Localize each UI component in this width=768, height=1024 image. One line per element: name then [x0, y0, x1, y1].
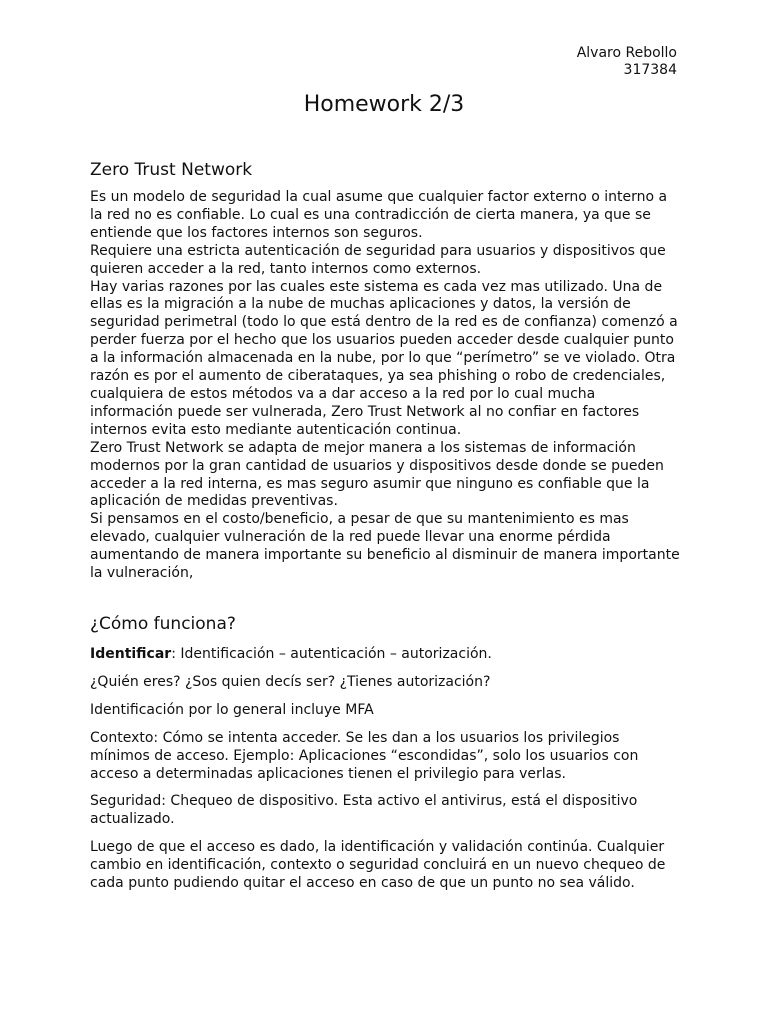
identify-text: : Identificación – autenticación – autorización.	[171, 646, 492, 662]
paragraph: Zero Trust Network se adapta de mejor manera a los sistemas de información modernos por la gran cantidad de usuarios y dispositivos desde donde se pueden acceder a la red interna, es mas seguro asumir que ninguno es confiable que la aplicación de medidas preventivas.	[90, 439, 664, 510]
author-name: Alvaro Rebollo	[576, 45, 677, 61]
continuous-validation-paragraph: Luego de que el acceso es dado, la identificación y validación continúa. Cualquier cambio en identificación, contexto o seguridad concluirá en un nuevo chequeo de cada punto pudiendo quitar el acceso en caso de que un punto no sea válido.	[90, 839, 666, 892]
section-como-funciona	[90, 614, 680, 903]
mfa-paragraph: Identificación por lo general incluye MFA	[90, 701, 374, 718]
document-title: Homework 2/3	[303, 92, 465, 117]
questions-paragraph: ¿Quién eres? ¿Sos quien decís ser? ¿Tienes autorización?	[90, 673, 491, 690]
student-id: 317384	[623, 62, 677, 78]
security-paragraph: Seguridad: Chequeo de dispositivo. Esta activo el antivirus, está el dispositivo actualizado.	[90, 793, 638, 828]
paragraph: Si pensamos en el costo/beneficio, a pesar de que su mantenimiento es mas elevado, cualquier vulneración de la red puede llevar una enorme pérdida aumentando de manera importante su beneficio al disminuir de manera importante la vulneración,	[90, 511, 680, 582]
identify-paragraph	[90, 646, 680, 664]
paragraph: Hay varias razones por las cuales este sistema es cada vez mas utilizado. Una de ellas es la migración a la nube de muchas aplicaciones y datos, la versión de seguridad perimetral (todo lo que está dentro de la red es de confianza) comenzó a perder fuerza por el hecho que los usuarios pueden acceder desde cualquier punto a la información almacenada en la nube, por lo que “perímetro” se ve violado. Otra razón es por el aumento de ciberataques, ya sea phishing o robo de credenciales, cualquiera de estos métodos va a dar acceso a la red por lo cual mucha información puede ser vulnerada, Zero Trust Network al no confiar en factores internos evita esto mediante autenticación continua.	[90, 278, 678, 438]
section-heading-como-funciona: ¿Cómo funciona?	[90, 614, 236, 634]
author-block	[577, 45, 677, 79]
paragraph: Requiere una estricta autenticación de seguridad para usuarios y dispositivos que quieren acceder a la red, tanto internos como externos.	[90, 242, 666, 277]
section-zero-trust	[90, 160, 680, 583]
section-body	[90, 189, 680, 583]
paragraph: Es un modelo de seguridad la cual asume que cualquier factor externo o interno a la red no es confiable. Lo cual es una contradicción de cierta manera, ya que se entiende que los factores internos son seguros.	[90, 189, 668, 241]
identify-label: Identificar	[90, 646, 172, 662]
context-paragraph: Contexto: Cómo se intenta acceder. Se les dan a los usuarios los privilegios mínimos de acceso. Ejemplo: Aplicaciones “escondidas”, solo los usuarios con acceso a determinadas aplicaciones tienen el privilegio para verlas.	[90, 729, 639, 782]
section-heading-zero-trust: Zero Trust Network	[90, 160, 253, 180]
